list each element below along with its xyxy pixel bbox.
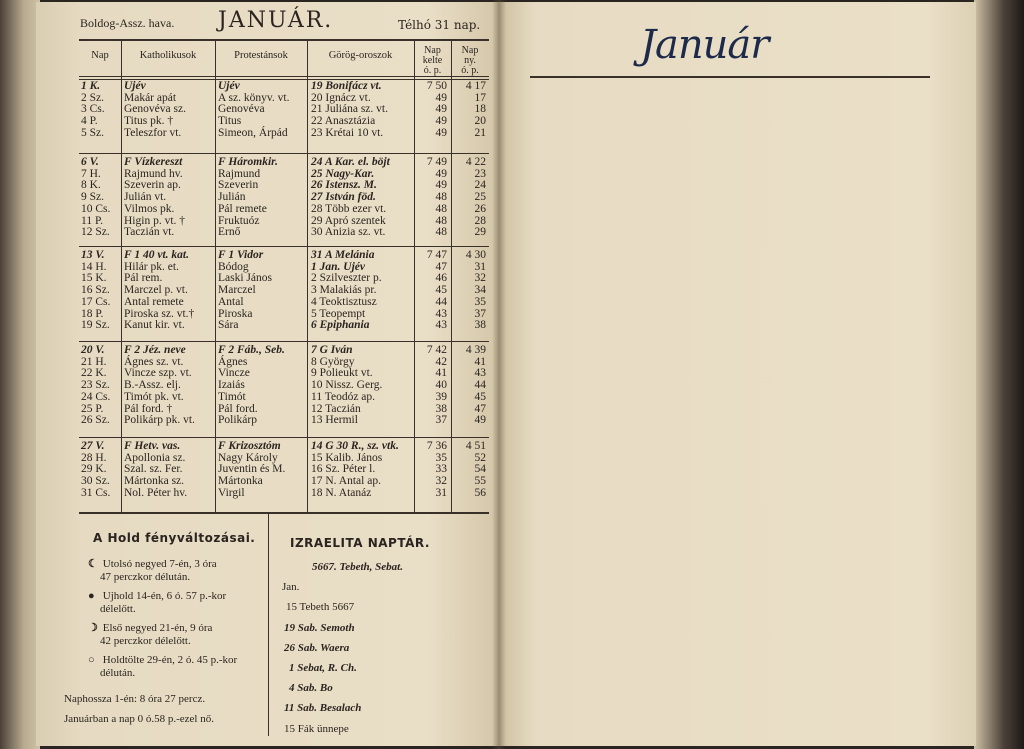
cell-kat: Piroska sz. vt.† [124,307,195,320]
cell-prot: Julián [218,191,246,204]
cell-ny: 45 [474,390,486,403]
table-bottom-rule [79,512,489,514]
cell-gorog: 9 Polieukt vt. [311,367,373,380]
cell-kelte: 7 47 [426,249,447,261]
week-rule-4 [79,437,489,438]
cell-prot: Fruktuóz [218,214,260,227]
cell-nap: 31 Cs. [81,486,111,499]
cell-nap: 17 Cs. [81,295,111,308]
cell-gorog: 10 Nissz. Gerg. [311,379,383,392]
col-head-nap: Nap [91,50,109,61]
book-edge-right [974,0,1024,749]
cell-prot: Mártonka [218,475,263,488]
cell-kat: Higin p. vt. † [124,214,186,227]
israel-item: 1 Sebat, R. Ch. [289,662,357,674]
cell-prot: Timót [218,390,246,403]
moon-item [88,558,217,584]
cell-kat: Julián vt. [124,191,167,204]
book-gutter [492,0,506,749]
cell-nap: 18 P. [81,307,104,320]
cell-nap: 21 H. [81,355,107,368]
cell-gorog: 28 Több ezer vt. [311,202,387,215]
moon-line-1: Utolsó negyed 7-én, 3 óra [100,558,217,570]
cell-ny: 18 [474,103,486,116]
cell-prot: Vincze [218,367,250,380]
cell-kat: Szeverin ap. [124,179,181,192]
cell-kelte: 35 [435,451,447,464]
cell-kelte: 48 [435,226,447,239]
cell-kelte: 44 [435,295,447,308]
cell-prot: Marczel [218,284,256,297]
cell-gorog: 26 Istensz. M. [311,179,377,192]
cell-gorog: 19 Bonifácz vt. [311,80,382,92]
moon-line-2: délután. [100,667,136,679]
cell-gorog: 29 Apró szentek [311,214,386,227]
cell-kelte: 48 [435,202,447,215]
cell-gorog: 3 Malakiás pr. [311,284,377,297]
cell-nap: 23 Sz. [81,379,110,392]
cell-nap: 28 H. [81,451,107,464]
israel-item: Jan. [282,581,300,594]
cell-prot: F Krizosztóm [218,440,281,452]
cell-kat: Makár apát [124,91,177,104]
cell-ny: 37 [474,307,486,320]
cell-gorog: 23 Krétai 10 vt. [311,126,384,139]
cell-gorog: 17 N. Antal ap. [311,475,381,488]
cell-ny: 38 [474,319,486,332]
cell-nap: 15 K. [81,272,107,285]
cell-kat: Kanut kir. vt. [124,319,185,332]
cell-kat: Titus pk. † [124,115,174,128]
cell-prot: A sz. könyv. vt. [218,91,290,104]
cell-kelte: 7 36 [426,440,447,452]
cell-ny: 4 51 [465,440,486,452]
right-page [498,2,976,746]
cell-gorog: 15 Kalib. János [311,451,383,464]
cell-prot: Polikárp [218,414,257,427]
cell-prot: Antal [218,295,244,308]
cell-ny: 4 30 [465,249,486,261]
cell-gorog: 25 Nagy-Kar. [311,167,375,180]
col-divider-2 [215,40,216,513]
moon-phase-icon: ☾ [88,558,98,570]
week-rule-2 [79,246,489,247]
cell-kat: Nol. Péter hv. [124,486,188,499]
cell-gorog: 2 Szilveszter p. [311,272,382,285]
handwritten-month: Január [640,22,769,68]
cell-nap: 30 Sz. [81,475,110,488]
cell-gorog: 11 Teodóz ap. [311,390,376,403]
book-edge-left [0,0,40,749]
col-divider-3 [307,40,308,513]
col-head-protestansok: Protestánsok [234,50,288,61]
cell-prot: F 1 Vidor [218,249,264,261]
cell-nap: 5 Sz. [81,126,104,139]
moon-line-2: 47 perczkor délután. [100,571,191,583]
cell-gorog: 22 Anasztázia [311,115,376,128]
cell-nap: 1 K. [81,80,101,92]
cell-kat: Apollonia sz. [124,451,186,464]
cell-ny: 43 [474,367,486,380]
cell-gorog: 20 Ignácz vt. [311,91,371,104]
cell-kelte: 39 [435,390,447,403]
israel-item: 4 Sab. Bo [289,682,333,695]
cell-kat: Teleszfor vt. [124,126,182,139]
cell-gorog: 7 G Iván [311,344,353,356]
cell-gorog: 5 Teopempt [311,307,366,320]
moon-item [88,654,237,680]
cell-prot: Virgil [218,486,245,499]
cell-prot: Izaiás [218,379,245,392]
cell-prot: Pál remete [218,202,267,215]
cell-kelte: 49 [435,126,447,139]
cell-kat: Vilmos pk. [124,202,175,215]
cell-kelte: 42 [435,355,447,368]
cell-prot: Rajmund [218,167,261,180]
cell-kat: Ágnes sz. vt. [124,355,184,368]
cell-prot: Ujév [218,80,240,92]
header-season: Télhó 31 nap. [398,18,481,32]
cell-kat: Mártonka sz. [124,475,185,488]
moon-line-1: Ujhold 14-én, 6 ó. 57 p.-kor [100,590,227,602]
cell-gorog: 4 Teoktisztusz [311,295,377,308]
col-head-kelte-3: ó. p. [423,65,442,76]
moon-item [88,622,212,648]
cell-kelte: 47 [435,260,447,273]
cell-prot: F 2 Fáb., Seb. [218,344,285,356]
cell-gorog: 14 G 30 R., sz. vtk. [311,440,399,452]
cell-prot: Pál ford. [218,402,258,415]
cell-kat: Marczel p. vt. [124,284,188,297]
cell-prot: Bódog [218,260,249,273]
moon-title: A Hold fényváltozásai. [93,531,256,545]
cell-prot: F Háromkir. [218,156,278,168]
cell-ny: 47 [474,402,486,415]
israel-item: 15 Tebeth 5667 [286,601,355,614]
cell-ny: 24 [474,179,486,192]
cell-prot: Genovéva [218,103,265,116]
cell-nap: 14 H. [81,260,107,273]
header-bottom-rule [79,76,489,77]
cell-kelte: 38 [435,402,447,415]
cell-ny: 4 22 [465,156,486,168]
cell-prot: Juventin és M. [218,463,286,476]
moon-item [88,590,226,616]
right-page-rule [530,76,930,78]
cell-kat: Hilár pk. et. [124,260,179,273]
cell-ny: 26 [474,202,486,215]
cell-nap: 10 Cs. [81,202,111,215]
cell-nap: 13 V. [81,249,105,261]
israel-item: 11 Sab. Besalach [284,702,362,715]
col-head-kelte-2: kelte [422,55,443,66]
cell-kelte: 49 [435,167,447,180]
moon-line-1: Holdtölte 29-én, 2 ó. 45 p.-kor [100,654,238,666]
cell-nap: 26 Sz. [81,414,110,427]
bottom-divider [268,514,269,736]
moon-line-1: Első negyed 21-én, 9 óra [100,622,213,634]
cell-nap: 9 Sz. [81,191,104,204]
cell-nap: 6 V. [81,156,99,168]
cell-nap: 20 V. [81,344,105,356]
day-growth: Januárban a nap 0 ó.58 p.-ezel nő. [64,713,214,725]
cell-gorog: 27 István föd. [311,191,376,204]
moon-line-2: 42 perczkor délelőtt. [100,635,191,647]
cell-gorog: 6 Epiphania [311,319,370,332]
cell-nap: 19 Sz. [81,319,110,332]
cell-kelte: 49 [435,115,447,128]
cell-gorog: 30 Anizia sz. vt. [311,226,386,239]
week-rule-3 [79,341,489,342]
cell-nap: 7 H. [81,167,101,180]
cell-kat: F 1 40 vt. kat. [124,249,189,261]
cell-nap: 3 Cs. [81,103,105,116]
cell-nap: 22 K. [81,367,107,380]
cell-ny: 31 [474,260,486,273]
cell-kat: Vincze szp. vt. [124,367,192,380]
cell-kelte: 43 [435,307,447,320]
cell-prot: Piroska [218,307,253,320]
cell-prot: Ernő [218,226,241,239]
cell-nap: 8 K. [81,179,101,192]
cell-kelte: 49 [435,179,447,192]
cell-nap: 2 Sz. [81,91,104,104]
cell-kat: B.-Assz. elj. [124,379,181,392]
cell-ny: 35 [474,295,486,308]
cell-nap: 25 P. [81,402,104,415]
israel-item: 19 Sab. Semoth [284,621,355,634]
israel-title: IZRAELITA NAPTÁR. [290,536,430,550]
cell-gorog: 13 Hermil [311,414,358,427]
cell-kat: Szal. sz. Fer. [124,463,183,476]
cell-gorog: 1 Jan. Ujév [311,260,365,273]
cell-kelte: 49 [435,103,447,116]
cell-kelte: 7 49 [426,156,447,168]
cell-kat: Genovéva sz. [124,103,186,116]
cell-prot: Ágnes [218,355,248,368]
cell-nap: 11 P. [81,214,103,227]
cell-nap: 24 Cs. [81,390,111,403]
col-head-gorog: Görög-oroszok [328,50,393,61]
cell-prot: Titus [218,115,242,128]
cell-kat: Antal remete [124,295,184,308]
cell-ny: 23 [474,167,486,180]
moon-phase-icon: ● [88,590,95,602]
page-title: JANUÁR. [218,8,334,33]
moon-phase-icon: ☽ [88,622,98,634]
cell-kelte: 37 [435,414,447,427]
cell-kelte: 31 [435,486,447,499]
col-head-nyugta-1: Nap [461,45,479,56]
cell-kat: Timót pk. vt. [124,390,184,403]
cell-kat: Ujév [124,80,146,92]
header-patron: Boldog-Assz. hava. [80,16,175,30]
cell-kelte: 41 [435,367,447,380]
cell-prot: Sára [218,319,239,332]
cell-ny: 4 17 [465,80,486,92]
week-rule-1 [79,153,489,154]
israel-item: 15 Fák ünnepe [284,722,349,735]
cell-nap: 4 P. [81,115,98,128]
cell-ny: 49 [474,414,486,427]
cell-gorog: 31 A Melánia [311,249,375,261]
cell-gorog: 8 György [311,355,355,368]
cell-kat: Rajmund hv. [124,167,183,180]
cell-ny: 32 [474,272,486,285]
cell-ny: 28 [474,214,486,227]
cell-nap: 12 Sz. [81,226,110,239]
cell-ny: 54 [474,463,486,476]
cell-prot: Nagy Károly [218,451,278,464]
cell-gorog: 24 A Kar. el. böjt [311,156,390,168]
cell-kelte: 46 [435,272,447,285]
cell-prot: Szeverin [218,179,259,192]
cell-kelte: 43 [435,319,447,332]
cell-ny: 55 [474,475,486,488]
cell-prot: Simeon, Árpád [218,126,288,139]
cell-kelte: 49 [435,91,447,104]
cell-ny: 41 [474,355,486,368]
cell-kelte: 45 [435,284,447,297]
israel-item: 26 Sab. Waera [284,641,350,654]
cell-ny: 4 39 [465,344,486,356]
cell-kat: Polikárp pk. vt. [124,414,195,427]
cell-ny: 25 [474,191,486,204]
cell-gorog: 12 Taczián [311,402,361,415]
cell-ny: 20 [474,115,486,128]
table-top-rule [79,39,489,41]
cell-ny: 17 [474,91,486,104]
cell-kelte: 40 [435,379,447,392]
cell-ny: 34 [474,284,486,297]
cell-kelte: 48 [435,191,447,204]
cell-kat: Pál ford. † [124,402,173,415]
cell-kat: Pál rem. [124,272,163,285]
cell-nap: 29 K. [81,463,107,476]
cell-ny: 56 [474,486,486,499]
cell-gorog: 18 N. Atanáz [311,486,372,499]
cell-prot: Laski János [218,272,272,285]
cell-ny: 21 [474,126,486,139]
cell-ny: 44 [474,379,486,392]
cell-kelte: 33 [435,463,447,476]
cell-kelte: 7 50 [426,80,447,92]
cell-kat: Taczián vt. [124,226,175,239]
cell-kat: F Hetv. vas. [124,440,181,452]
day-length: Naphossza 1-én: 8 óra 27 percz. [64,693,206,705]
col-head-kelte [414,46,451,76]
cell-kelte: 48 [435,214,447,227]
cell-kelte: 7 42 [426,344,447,356]
cell-nap: 27 V. [81,440,105,452]
israel-item: 5667. Tebeth, Sebat. [312,561,403,573]
cell-gorog: 16 Sz. Péter l. [311,463,376,476]
cell-ny: 29 [474,226,486,239]
cell-ny: 52 [474,451,486,464]
col-head-nyugta-3: ó. p. [461,65,479,76]
col-head-nyugta [451,46,489,76]
cell-nap: 16 Sz. [81,284,110,297]
cell-kelte: 32 [435,475,447,488]
moon-phase-icon: ○ [88,654,95,666]
cell-kat: F Vízkereszt [124,156,183,168]
col-divider-1 [121,40,122,513]
cell-gorog: 21 Juliána sz. vt. [311,103,388,116]
moon-line-2: délelőtt. [100,603,136,615]
col-head-katolikusok: Katholikusok [139,50,197,61]
col-head-nyugta-2: ny. [464,55,476,66]
cell-kat: F 2 Jéz. neve [124,344,186,356]
col-head-kelte-1: Nap [424,45,441,56]
